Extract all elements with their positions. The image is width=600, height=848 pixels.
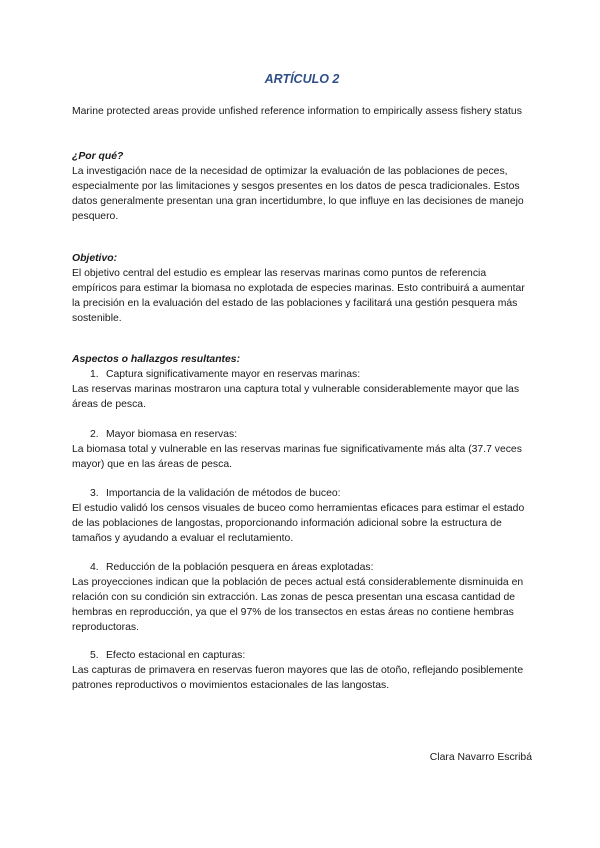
finding-number: 1. <box>90 369 99 380</box>
finding-number: 4. <box>90 562 99 573</box>
finding-title-3 <box>72 486 532 501</box>
finding-title-text: Efecto estacional en capturas: <box>106 650 246 661</box>
finding-text-3: El estudio validó los censos visuales de buceo como herramientas eficaces para estimar el estado de las poblaciones de langostas, proporcionando información adicional sobre la estructura de tamaños y ayudando a evaluar el reclutamiento. <box>72 503 525 544</box>
finding-number: 3. <box>90 488 99 499</box>
finding-text-1: Las reservas marinas mostraron una captura total y vulnerable considerablemente mayor que las áreas de pesca. <box>72 384 520 410</box>
finding-text-2: La biomasa total y vulnerable en las reservas marinas fue significativamente más alta (37.7 veces mayor) que en las áreas de pesca. <box>72 444 522 470</box>
finding-number: 5. <box>90 650 99 661</box>
finding-item-3 <box>72 486 532 546</box>
finding-item-1 <box>72 367 532 412</box>
objective-section <box>72 251 532 326</box>
finding-title-4 <box>72 560 532 575</box>
findings-heading-block <box>72 352 532 367</box>
finding-number: 2. <box>90 429 99 440</box>
article-subtitle: Marine protected areas provide unfished reference information to empirically assess fishery status <box>72 106 522 117</box>
findings-heading: Aspectos o hallazgos resultantes: <box>72 354 241 365</box>
finding-item-2 <box>72 427 532 472</box>
finding-text-4: Las proyecciones indican que la población de peces actual está considerablemente disminuida en relación con su condición sin extracción. Las zonas de pesca presentan una escasa cantidad de hembras en reproducción, ya que el 97% de los transectos en estas áreas no contiene hembras reproductoras. <box>72 577 524 633</box>
finding-text-5: Las capturas de primavera en reservas fueron mayores que las de otoño, reflejando posiblemente patrones reproductivos o movimientos estacionales de las langostas. <box>72 665 524 691</box>
finding-title-2 <box>72 427 532 442</box>
finding-title-text: Captura significativamente mayor en reservas marinas: <box>106 369 361 380</box>
finding-item-4 <box>72 560 532 635</box>
objective-heading: Objetivo: <box>72 253 118 264</box>
author-signature: Clara Navarro Escribá <box>429 752 532 763</box>
why-text: La investigación nace de la necesidad de optimizar la evaluación de las poblaciones de peces, especialmente por las limitaciones y sesgos presentes en los datos de pesca tradicionales. Estos datos generalmente presentan una gran incertidumbre, lo que influye en las decisiones de manejo pesquero. <box>72 166 524 222</box>
page-title: ARTÍCULO 2 <box>264 72 340 86</box>
finding-item-5 <box>72 648 532 693</box>
finding-title-1 <box>72 367 532 382</box>
finding-title-text: Mayor biomasa en reservas: <box>106 429 238 440</box>
finding-title-text: Importancia de la validación de métodos de buceo: <box>106 488 341 499</box>
finding-title-5 <box>72 648 532 663</box>
why-section <box>72 149 532 224</box>
finding-title-text: Reducción de la población pesquera en áreas explotadas: <box>106 562 374 573</box>
why-heading: ¿Por qué? <box>72 151 124 162</box>
objective-text: El objetivo central del estudio es emplear las reservas marinas como puntos de referencia empíricos para estimar la biomasa no explotada de especies marinas. Esto contribuirá a aumentar la precisión en la evaluación del estado de las poblaciones y facilitará una gestión pesquera más sostenible. <box>72 268 525 324</box>
subtitle-block <box>72 104 532 119</box>
